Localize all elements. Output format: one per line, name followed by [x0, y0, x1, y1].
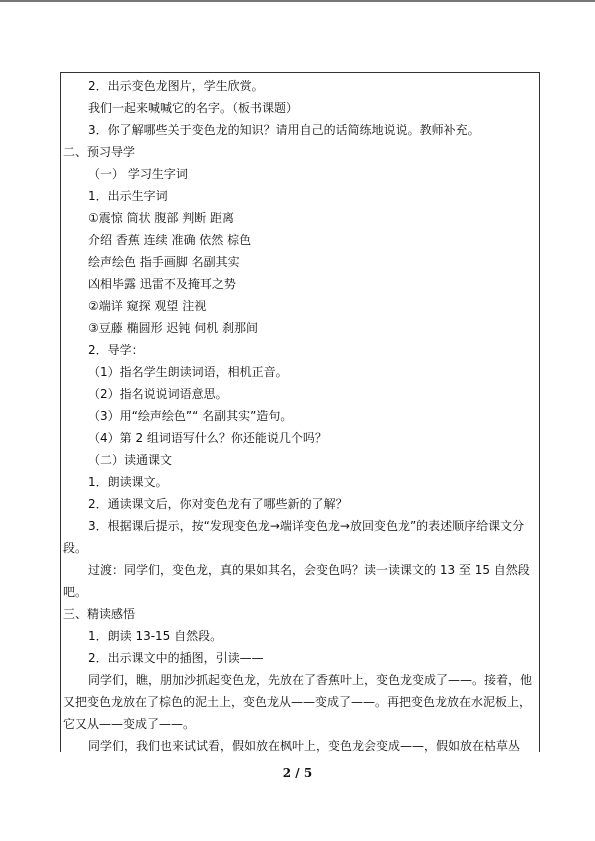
page-number: 2 / 5: [282, 766, 313, 780]
vocab-line: ②端详 窥探 观望 注视: [88, 299, 207, 313]
vocab-line: 凶相毕露 迅雷不及掩耳之势: [88, 277, 236, 291]
text-line: 吧。: [63, 585, 88, 599]
text-line: 2．出示课文中的插图，引读——: [88, 651, 264, 665]
text-line: （1）指名学生朗读词语，相机正音。: [88, 365, 288, 379]
text-line: （3）用“绘声绘色”“ 名副其实”造句。: [88, 409, 293, 423]
text-line: （2）指名说说词语意思。: [88, 387, 228, 401]
text-line: 3．根据课后提示，按“发现变色龙→端详变色龙→放回变色龙”的表述顺序给课文分: [88, 519, 525, 533]
subsection-heading: （二）读通课文: [88, 453, 173, 467]
text-line: 又把变色龙放在了棕色的泥土上，变色龙从——变成了——。再把变色龙放在水泥板上，: [63, 695, 532, 709]
text-line: 同学们，瞧，朋加沙抓起变色龙，先放在了香蕉叶上，变色龙变成了——。接着，他: [88, 673, 533, 687]
text-line: 1．朗读课文。: [88, 475, 168, 489]
text-line: 同学们，我们也来试试看，假如放在枫叶上，变色龙会变成——，假如放在枯草丛: [88, 739, 521, 753]
lesson-text: [61, 73, 539, 752]
header-rule: [0, 0, 595, 2]
text-line: 段。: [63, 541, 88, 555]
text-line: 我们一起来喊喊它的名字。（板书课题）: [88, 101, 299, 115]
text-line: 它又从——变成了——。: [63, 717, 196, 731]
text-line: 2．通读课文后，你对变色龙有了哪些新的了解？: [88, 497, 348, 511]
section-heading: 二、预习导学: [63, 145, 136, 159]
text-line: 1．朗读 13-15 自然段。: [88, 629, 223, 643]
vocab-line: ③豆藤 椭圆形 迟钝 伺机 刹那间: [88, 321, 259, 335]
vocab-line: ①震惊 筒状 腹部 判断 距离: [88, 211, 235, 225]
text-line: 2．出示变色龙图片，学生欣赏。: [88, 79, 264, 93]
text-line: （4）第 2 组词语写什么？你还能说几个吗？: [88, 431, 327, 445]
text-line: 1．出示生字词: [88, 189, 168, 203]
lesson-plan-table-cell: [60, 72, 540, 752]
text-line: 2．导学：: [88, 343, 144, 357]
vocab-line: 绘声绘色 指手画脚 名副其实: [88, 255, 240, 269]
vocab-line: 介绍 香蕉 连续 准确 依然 棕色: [88, 233, 252, 247]
section-heading: 三、精读感悟: [63, 607, 136, 621]
text-line: 过渡：同学们，变色龙，真的果如其名，会变色吗？读一读课文的 13 至 15 自然段: [88, 563, 530, 577]
text-line: 3．你了解哪些关于变色龙的知识？请用自己的话简练地说说。教师补充。: [88, 123, 480, 137]
subsection-heading: （一） 学习生字词: [88, 167, 188, 181]
